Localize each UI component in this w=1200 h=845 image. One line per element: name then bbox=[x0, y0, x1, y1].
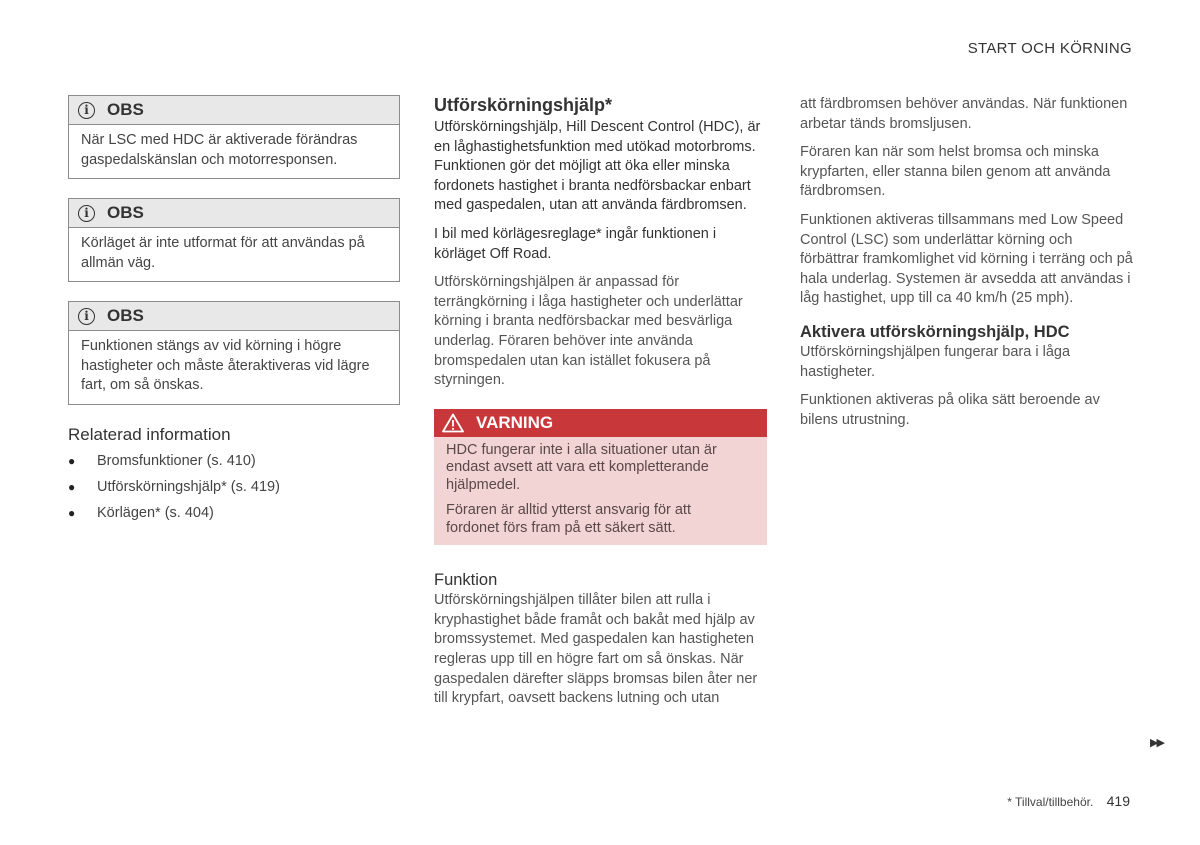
paragraph: Funktionen aktiveras tillsammans med Low Speed Control (LSC) som underlättar körning och förbättrar framkomlighet vid körning i terräng och på hala underlag. Systemen är avsedda att användas i låg hastighet, upp till ca 40 km/h (25 mph). bbox=[800, 211, 1133, 307]
note-header bbox=[69, 302, 399, 331]
note-box bbox=[68, 301, 400, 405]
page-number: 419 bbox=[1106, 793, 1130, 809]
note-text: Funktionen stängs av vid körning i högre hastigheter och måste återaktiveras vid lägre fart, om så önskas. bbox=[81, 338, 370, 393]
warning-triangle-icon bbox=[442, 413, 464, 433]
section-heading: Utförskörningshjälp* bbox=[434, 95, 613, 115]
bullet-icon: ● bbox=[68, 479, 76, 494]
note-box bbox=[68, 198, 400, 282]
double-arrow-right-icon: ▶▶ bbox=[1150, 737, 1163, 749]
note-title: OBS bbox=[107, 100, 144, 119]
paragraph: Utförskörningshjälpen tillåter bilen att rulla i kryphastighet både framåt och bakåt med hjälp av bromssystemet. Med gaspedalen kan hastigheten regleras upp till en högre fart om så önskas. När gaspedalen därefter släpps bromsas bilen åter ner till krypfart, oavsett backens lutning och utan bbox=[434, 592, 758, 707]
related-link-text: Utförskörningshjälp* (s. 419) bbox=[97, 478, 280, 495]
related-link[interactable] bbox=[68, 448, 400, 474]
warning-header bbox=[434, 409, 767, 437]
subsection-heading: Aktivera utförskörningshjälp, HDC bbox=[800, 322, 1070, 341]
subsection-heading: Funktion bbox=[434, 571, 498, 590]
right-column bbox=[800, 95, 1133, 439]
left-column bbox=[68, 95, 400, 526]
section-header: START OCH KÖRNING bbox=[967, 40, 1132, 57]
related-link-text: Körlägen* (s. 404) bbox=[97, 504, 214, 521]
middle-column bbox=[434, 95, 767, 718]
note-header bbox=[69, 96, 399, 125]
warning-box bbox=[434, 409, 767, 546]
warning-text: HDC fungerar inte i alla situationer utan är endast avsett att vara ett kompletterande hjälpmedel. bbox=[446, 441, 717, 493]
paragraph: Utförskörningshjälp, Hill Descent Control (HDC), är en låghastighetsfunktion med utökad motorbroms. Funktionen gör det möjligt att öka eller minska fordonets hastighet i branta nedförsbackar enbart med gaspedalen, utan att använda färdbromsen. bbox=[434, 119, 761, 214]
info-icon: i bbox=[78, 205, 95, 222]
related-info-list bbox=[68, 448, 400, 526]
footnote: * Tillval/tillbehör. bbox=[1007, 795, 1094, 809]
related-link[interactable] bbox=[68, 500, 400, 526]
paragraph: I bil med körlägesreglage* ingår funktionen i körläget Off Road. bbox=[434, 225, 717, 262]
note-header bbox=[69, 199, 399, 228]
paragraph: Funktionen aktiveras på olika sätt beroende av bilens utrustning. bbox=[800, 392, 1100, 428]
related-link-text: Bromsfunktioner (s. 410) bbox=[97, 452, 256, 469]
note-text: Körläget är inte utformat för att användas på allmän väg. bbox=[81, 235, 365, 271]
warning-title: VARNING bbox=[476, 412, 554, 432]
related-link[interactable] bbox=[68, 474, 400, 500]
warning-body bbox=[434, 437, 767, 546]
info-icon: i bbox=[78, 102, 95, 119]
paragraph: Föraren kan när som helst bromsa och minska krypfarten, eller stanna bilen genom att använda färdbromsen. bbox=[800, 144, 1111, 200]
page-footer bbox=[1007, 793, 1130, 809]
note-box bbox=[68, 95, 400, 179]
bullet-icon: ● bbox=[68, 505, 76, 520]
note-text: När LSC med HDC är aktiverade förändras gaspedalskänslan och motorresponsen. bbox=[81, 132, 358, 168]
paragraph: att färdbromsen behöver användas. När funktionen arbetar tänds bromsljusen. bbox=[800, 96, 1128, 132]
bullet-icon: ● bbox=[68, 453, 76, 468]
paragraph: Utförskörningshjälpen fungerar bara i låga hastigheter. bbox=[800, 343, 1071, 380]
note-title: OBS bbox=[107, 203, 144, 222]
note-title: OBS bbox=[107, 306, 144, 325]
related-info-heading: Relaterad information bbox=[68, 424, 231, 444]
warning-text: Föraren är alltid ytterst ansvarig för att fordonet förs fram på ett säkert sätt. bbox=[446, 502, 691, 536]
paragraph: Utförskörningshjälpen är anpassad för terrängkörning i låga hastigheter och underlättar körning i branta nedförsbackar med besvärliga underlag. Föraren behöver inte använda bromspedalen utan kan istället fokusera på styrningen. bbox=[434, 274, 743, 389]
info-icon: i bbox=[78, 308, 95, 325]
